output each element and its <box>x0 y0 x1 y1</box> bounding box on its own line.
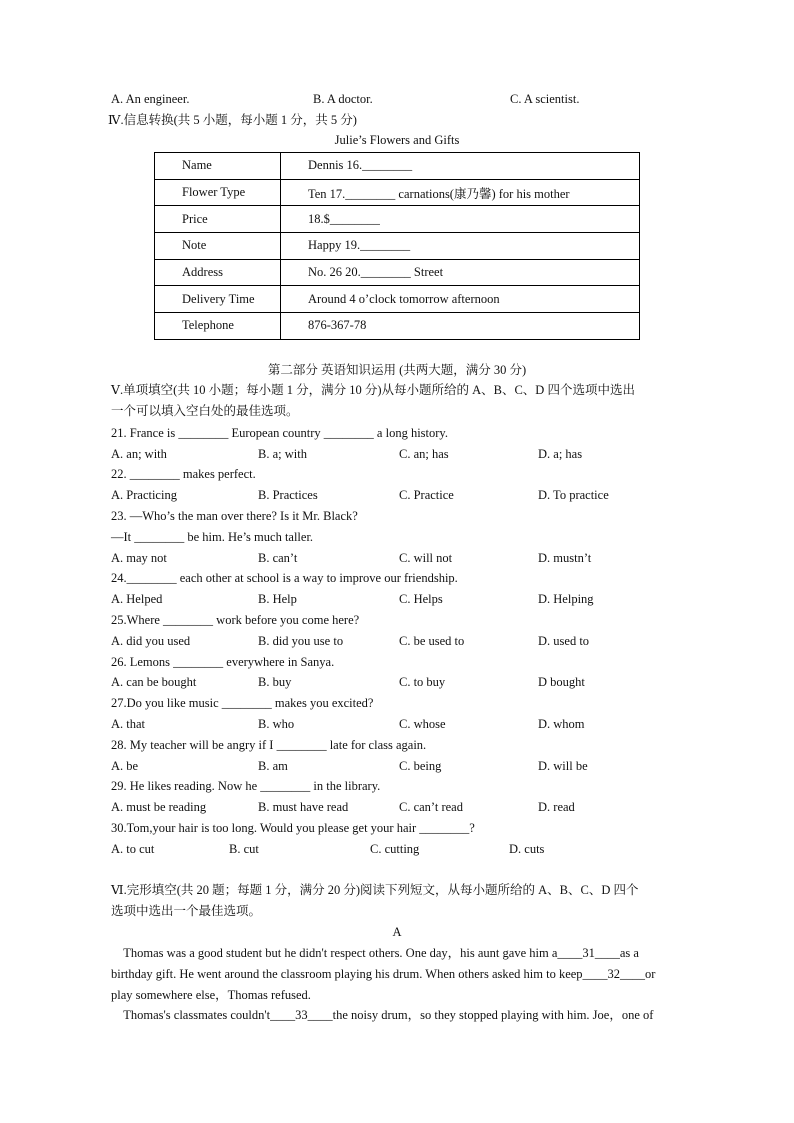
row-label: Address <box>155 259 281 286</box>
question-24-options <box>111 591 714 607</box>
question-28-stem: 28. My teacher will be angry if I ________ late for class again. <box>111 738 427 752</box>
question-25-options <box>111 633 714 649</box>
row-value: 876-367-78 <box>281 313 640 340</box>
option-b: B. am <box>258 759 288 773</box>
table-row <box>155 233 640 260</box>
option-c: C. cutting <box>370 842 420 856</box>
part2-heading: 第二部分 英语知识运用 (共两大题，满分 30 分) <box>267 363 527 377</box>
passage-para1-line3: play somewhere else，Thomas refused. <box>111 988 311 1002</box>
option-b: B. Practices <box>258 488 318 502</box>
question-23-options <box>111 550 714 566</box>
question-23-stem-line2: —It ________ be him. He’s much taller. <box>111 530 314 544</box>
option-b: B. A doctor. <box>313 92 373 106</box>
option-d: D. whom <box>538 717 585 731</box>
option-d: D. will be <box>538 759 588 773</box>
question-27-stem: 27.Do you like music ________ makes you excited? <box>111 696 374 710</box>
option-b: B. buy <box>258 675 292 689</box>
passage-para1-line2: birthday gift. He went around the classroom playing his drum. When others asked him to keep____32____or <box>111 967 656 981</box>
row-label: Note <box>155 233 281 260</box>
question-22-options <box>111 487 714 503</box>
question-23-stem: 23. —Who’s the man over there? Is it Mr. Black? <box>111 509 358 523</box>
option-c: C. an; has <box>399 447 449 461</box>
option-a: A. must be reading <box>111 800 207 814</box>
section6-instruction-line2: 选项中选出一个最佳选项。 <box>111 904 262 918</box>
table-row <box>155 313 640 340</box>
row-value: Ten 17.________ carnations(康乃馨) for his mother <box>281 179 640 206</box>
option-b: B. Help <box>258 592 297 606</box>
section5-instruction-line1: Ⅴ.单项填空(共 10 小题；每小题 1 分，满分 10 分)从每小题所给的 A、B、C、D 四个选项中选出 <box>111 383 635 397</box>
table-row <box>155 206 640 233</box>
option-d: D bought <box>538 675 585 689</box>
option-c: C. will not <box>399 551 453 565</box>
option-d: D. cuts <box>509 842 545 856</box>
question-21-stem: 21. France is ________ European country ________ a long history. <box>111 426 448 440</box>
option-a: A. did you used <box>111 634 191 648</box>
row-value: Dennis 16.________ <box>281 153 640 180</box>
option-a: A. An engineer. <box>111 92 190 106</box>
option-d: D. mustn’t <box>538 551 592 565</box>
question-28-options <box>111 758 714 774</box>
row-value: No. 26 20.________ Street <box>281 259 640 286</box>
option-d: D. used to <box>538 634 590 648</box>
option-b: B. a; with <box>258 447 307 461</box>
table-row <box>155 259 640 286</box>
passage-label: A <box>392 925 402 939</box>
row-label: Delivery Time <box>155 286 281 313</box>
table-row <box>155 153 640 180</box>
option-c: C. A scientist. <box>510 92 580 106</box>
table-row <box>155 286 640 313</box>
question-25-stem: 25.Where ________ work before you come here? <box>111 613 360 627</box>
row-label: Telephone <box>155 313 281 340</box>
option-c: C. whose <box>399 717 446 731</box>
option-b: B. can’t <box>258 551 298 565</box>
table-title: Julie’s Flowers and Gifts <box>334 133 460 147</box>
option-d: D. To practice <box>538 488 609 502</box>
passage-para2-line1: Thomas's classmates couldn't____33____the noisy drum，so they stopped playing with him. Joe，one of <box>111 1008 654 1022</box>
option-d: D. a; has <box>538 447 583 461</box>
section5-instruction-line2: 一个可以填入空白处的最佳选项。 <box>111 404 299 418</box>
option-a: A. to cut <box>111 842 155 856</box>
option-a: A. Helped <box>111 592 163 606</box>
option-a: A. be <box>111 759 139 773</box>
option-c: C. be used to <box>399 634 465 648</box>
row-label: Flower Type <box>155 179 281 206</box>
option-b: B. did you use to <box>258 634 344 648</box>
question-29-stem: 29. He likes reading. Now he ________ in the library. <box>111 779 381 793</box>
table-row <box>155 179 640 206</box>
row-label: Name <box>155 153 281 180</box>
section4-heading: Ⅳ.信息转换(共 5 小题，每小题 1 分，共 5 分) <box>108 113 357 127</box>
option-c: C. Practice <box>399 488 454 502</box>
option-c: C. can’t read <box>399 800 463 814</box>
option-b: B. who <box>258 717 295 731</box>
passage-para1-line1: Thomas was a good student but he didn't respect others. One day，his aunt gave him a____31____as a <box>111 946 639 960</box>
question-21-options <box>111 446 714 462</box>
option-c: C. to buy <box>399 675 446 689</box>
option-b: B. cut <box>229 842 259 856</box>
question-22-stem: 22. ________ makes perfect. <box>111 467 256 481</box>
question-30-options <box>111 841 714 857</box>
question-26-stem: 26. Lemons ________ everywhere in Sanya. <box>111 655 335 669</box>
option-d: D. Helping <box>538 592 594 606</box>
option-c: C. Helps <box>399 592 443 606</box>
row-label: Price <box>155 206 281 233</box>
row-value: Around 4 o’clock tomorrow afternoon <box>281 286 640 313</box>
option-d: D. read <box>538 800 575 814</box>
option-a: A. that <box>111 717 146 731</box>
question-30-stem: 30.Tom,your hair is too long. Would you please get your hair ________? <box>111 821 475 835</box>
info-table <box>154 152 640 340</box>
option-a: A. may not <box>111 551 167 565</box>
question-27-options <box>111 716 714 732</box>
row-value: Happy 19.________ <box>281 233 640 260</box>
row-value: 18.$________ <box>281 206 640 233</box>
question-29-options <box>111 799 714 815</box>
option-a: A. Practicing <box>111 488 177 502</box>
section6-instruction-line1: Ⅵ.完形填空(共 20 题；每题 1 分，满分 20 分)阅读下列短文，从每小题所给的 A、B、C、D 四个 <box>111 883 639 897</box>
question-24-stem: 24.________ each other at school is a way to improve our friendship. <box>111 571 458 585</box>
option-a: A. can be bought <box>111 675 197 689</box>
option-b: B. must have read <box>258 800 349 814</box>
q20-options <box>111 91 714 107</box>
option-c: C. being <box>399 759 442 773</box>
option-a: A. an; with <box>111 447 167 461</box>
question-26-options <box>111 674 714 690</box>
